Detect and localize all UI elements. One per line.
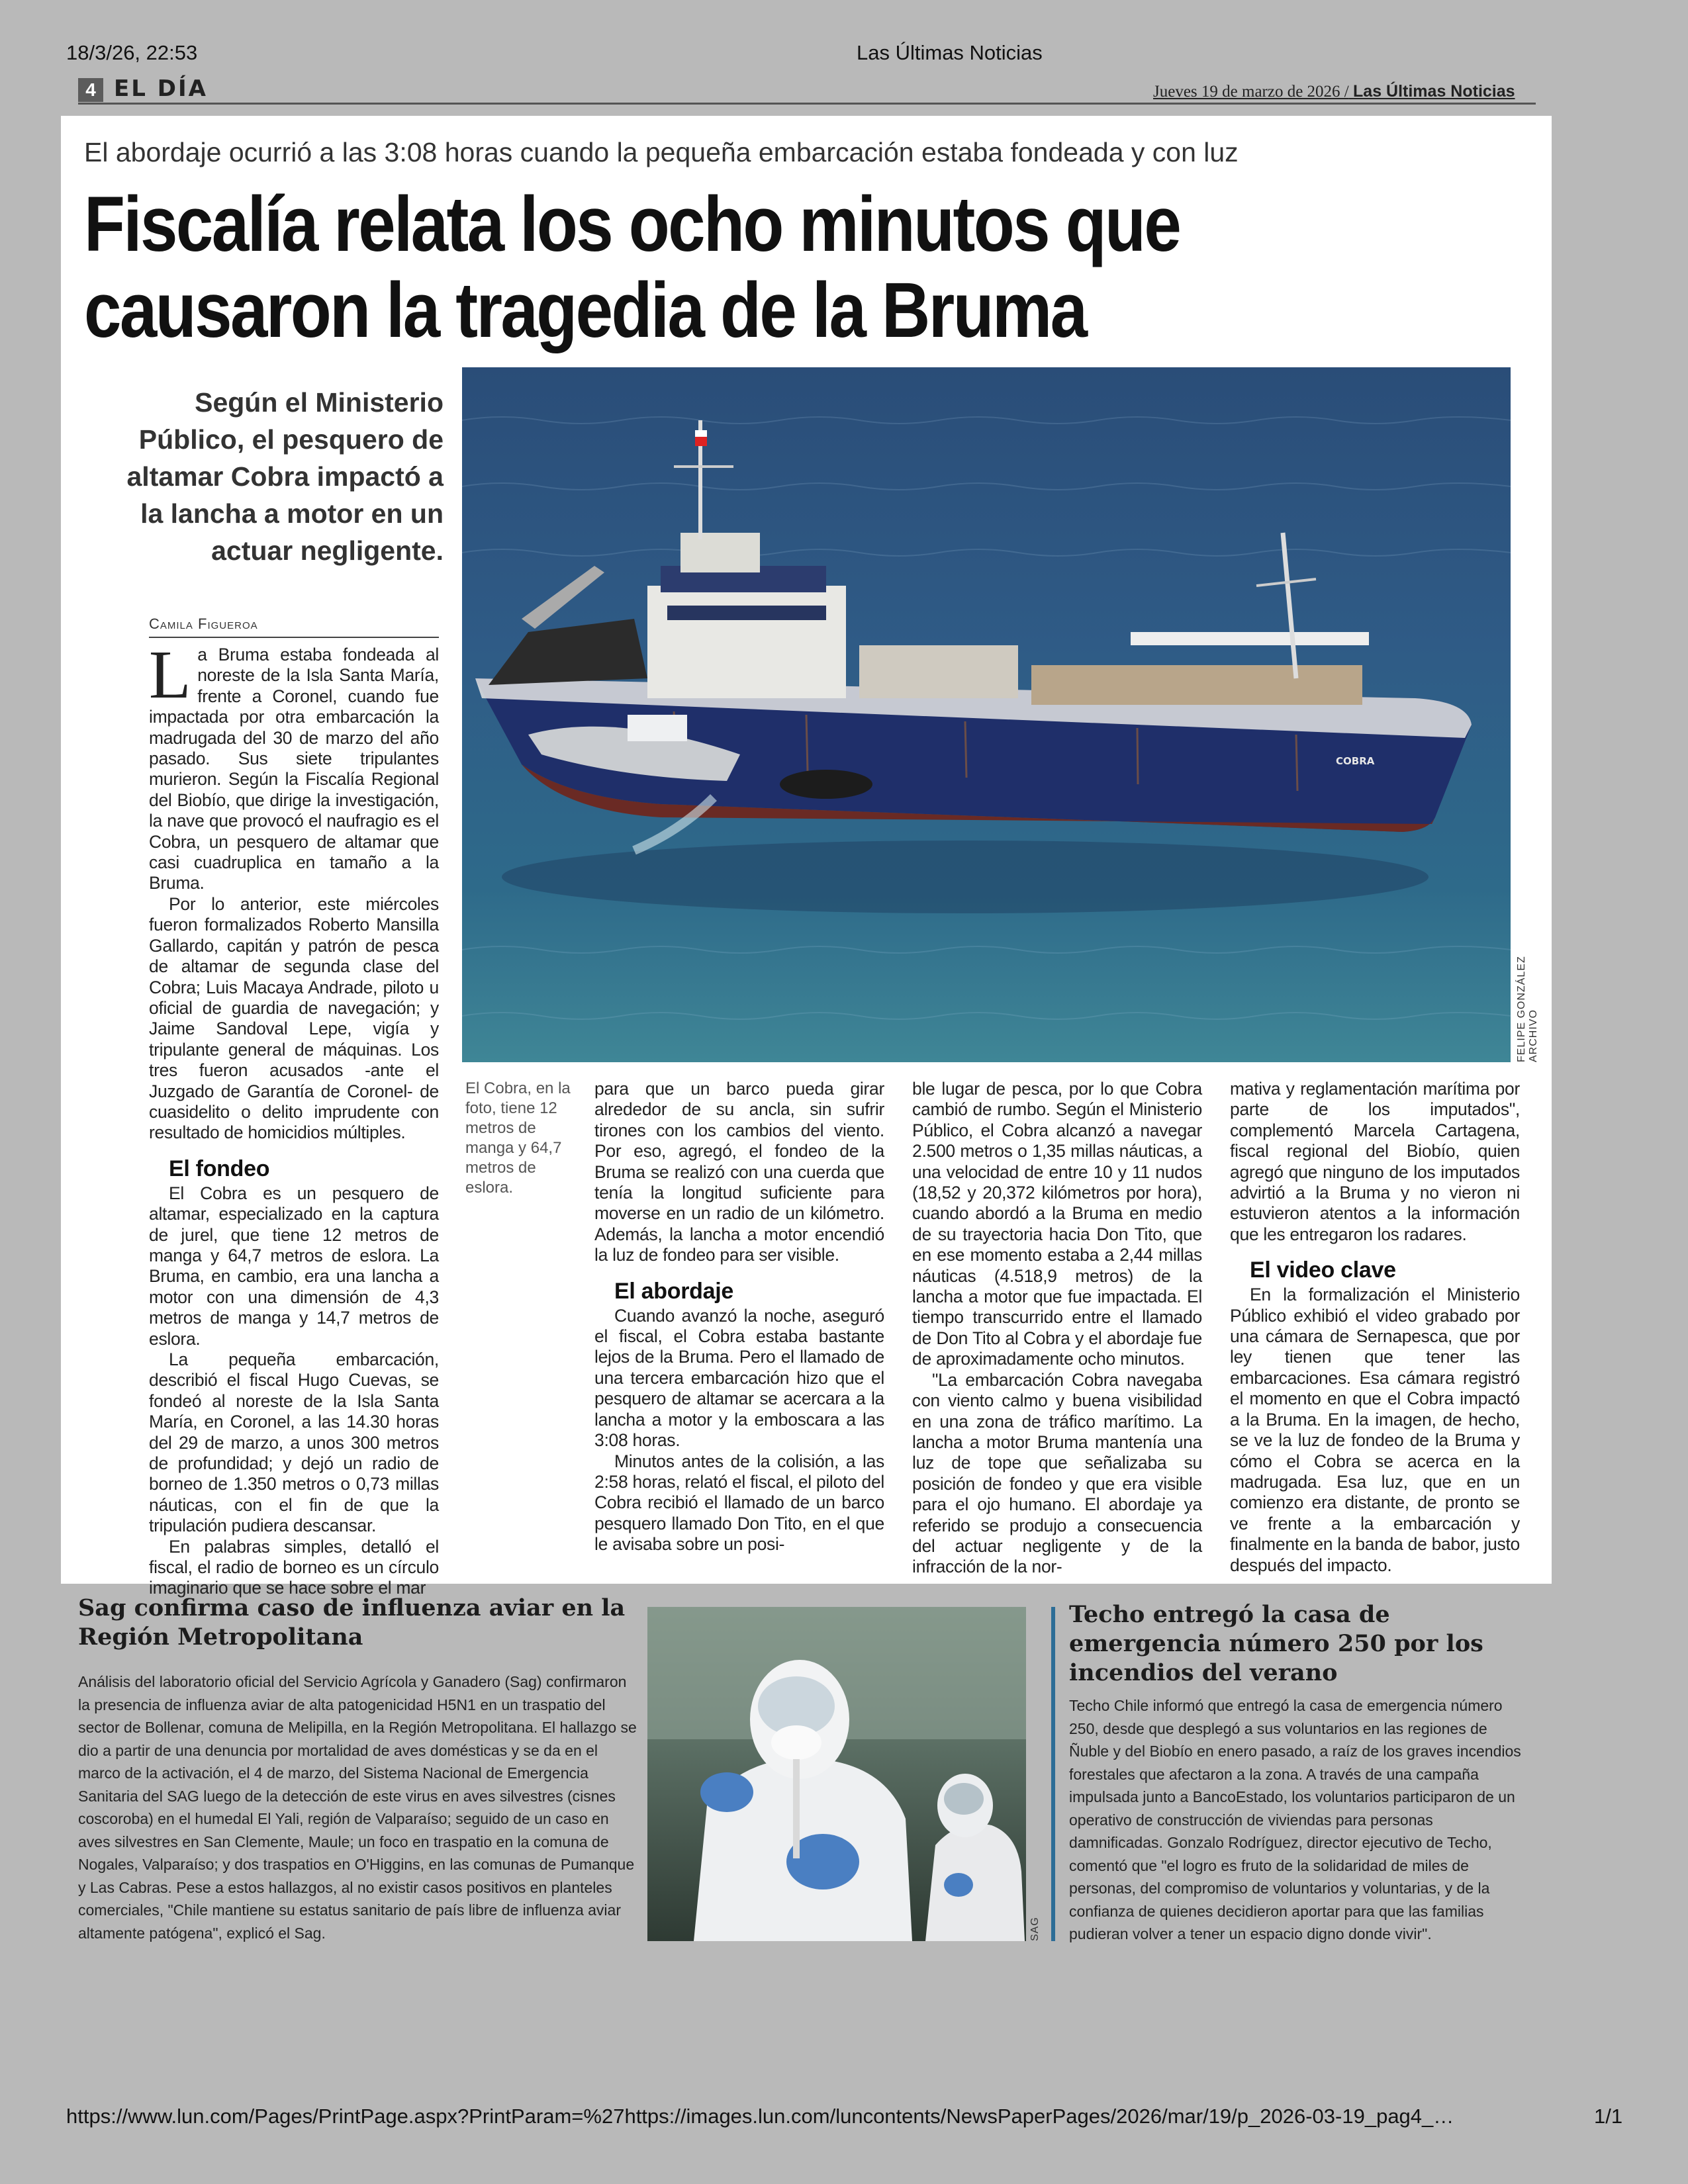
article-paragraph: El Cobra es un pesquero de altamar, especializado en la captura de jurel, que tiene 12 metros de manga y 64,7 metros de eslora. La Bruma, en cambio, era una lancha a motor con una dimensión de 4,3 metros de manga y 14,7 metros de eslora. [149, 1183, 439, 1349]
article-paragraph [149, 637, 439, 894]
article-paragraph: para que un barco pueda girar alrededor de su ancla, sin sufrir tirones con los cambios del viento. Por eso, agregó, el fondeo de la Bruma se realizó con una cuerda que tenía la longitud suficiente para moverse en un radio de un kilómetro. Además, la lancha a motor encendió la luz de fondeo para ser visible. [594, 1079, 884, 1265]
page-date [1153, 82, 1515, 101]
article-column-3 [912, 1079, 1202, 1578]
article-paragraph: Cuando avanzó la noche, aseguró el fiscal, el Cobra estaba bastante lejos de la Bruma. Pero el llamado de una tercera embarcación hizo que el pesquero de altamar se acercara a la lancha a motor y la emboscara a las 3:08 horas. [594, 1305, 884, 1451]
article-deck: Según el Ministerio Público, el pesquero de altamar Cobra impactó a la lancha a motor en un actuar negligente. [126, 387, 444, 566]
brief-techo-title: Techo entregó la casa de emergencia número 250 por los incendios del verano [1069, 1601, 1483, 1686]
article-paragraph: Por lo anterior, este miércoles fueron formalizados Roberto Mansilla Gallardo, capitán y patrón de pesca de altamar de segunda clase del Cobra; Luis Macaya Andrade, piloto u oficial de guardia de navegación; y Jaime Sandoval Lepe, vigía y tripulante general de máquinas. Los tres fueron acusados -ante el Juzgado de Garantía de Coronel- de cuasidelito o delito imprudente con resultado de homicidios múltiples. [149, 893, 439, 1143]
article-paragraph: En la formalización el Ministerio Público exhibió el video grabado por una cámara de Sernapesca, que por ley tienen que tener las embarcaciones. Esa cámara registró el momento en que el Cobra impactó a la Bruma. En la imagen, de hecho, se ve la luz de fondeo de la Bruma y cómo el Cobra se acerca en la madrugada. Esa luz, que en un comienzo era distante, de pronto se ve frente a la embarcación y finalmente en la banda de babor, justo después del impacto. [1230, 1285, 1520, 1575]
lab-photo-credit: SAG [1029, 1917, 1041, 1941]
page-paper-name: Las Últimas Noticias [1353, 82, 1515, 101]
article-paragraph: Minutos antes de la colisión, a las 2:58 horas, relató el fiscal, el piloto del Cobra recibió el llamado de un barco pesquero llamado Don Tito, en el que le avisaba sobre un posi- [594, 1451, 884, 1555]
article-paragraph: La pequeña embarcación, describió el fiscal Hugo Cuevas, se fondeó al noreste de la Isla Santa María, en Coronel, a las 14.30 horas del 29 de marzo, a unos 300 metros de profundidad; y dejó un radio de borneo de 1.350 metros o 0,73 millas náuticas, con el fin de que la tripulación pudiera descansar. [149, 1349, 439, 1536]
page-number: 4 [78, 78, 103, 102]
byline: Camila Figueroa [149, 615, 439, 638]
photo-credit: FELIPE GONZÁLEZ ARCHIVO [1516, 956, 1539, 1062]
ship-illustration [462, 367, 1511, 1062]
article-column-2 [594, 1079, 884, 1555]
brief-techo-body: Techo Chile informó que entregó la casa de emergencia número 250, desde que desplegó a sus voluntarios en las regiones de Ñuble y del Biobío en enero pasado, a raíz de los graves incendios forestales que afectaron a la zona. A través de una campaña impulsada junto a BancoEstado, los voluntarios participaron de un operativo de construcción de viviendas para personas damnificadas. Gonzalo Rodríguez, director ejecutivo de Techo, comentó que "el logro es fruto de la solidaridad de miles de personas, del compromiso de voluntarios y voluntarias, y de la confianza de quienes decidieron aportar para que las familias pudieran volver a tener un espacio digno donde vivir". [1069, 1697, 1521, 1942]
print-datetime: 18/3/26, 22:53 [66, 41, 198, 64]
brief-sag-title: Sag confirma caso de influenza aviar en la Región Metropolitana [78, 1594, 626, 1651]
drop-cap: L [149, 637, 191, 713]
brief-divider-bar [1051, 1607, 1055, 1941]
headline-line-1: Fiscalía relata los ocho minutos que [84, 181, 1180, 268]
subheading-video: El video clave [1250, 1257, 1396, 1283]
lab-photo [647, 1607, 1026, 1941]
headline-line-2: causaron la tragedia de la Bruma [84, 267, 1086, 354]
page-date-text: Jueves 19 de marzo de 2026 / [1153, 83, 1349, 101]
article-paragraph: En palabras simples, detalló el fiscal, el radio de borneo es un círculo imaginario que se hace sobre el mar [149, 1536, 439, 1598]
print-site-title: Las Últimas Noticias [857, 41, 1043, 64]
section-title: EL DÍA [114, 75, 208, 102]
subheading-abordaje: El abordaje [614, 1278, 733, 1304]
page-strip-rule [78, 103, 1536, 105]
photo-caption: El Cobra, en la foto, tiene 12 metros de manga y 64,7 metros de eslora. [465, 1079, 571, 1197]
ship-photo [462, 367, 1511, 1062]
print-page-count: 1/1 [1594, 2105, 1623, 2128]
subheading-fondeo: El fondeo [169, 1156, 270, 1181]
print-url: https://www.lun.com/Pages/PrintPage.aspx?PrintParam=%27https://images.lun.com/luncontents/NewsPaperPages/2026/mar/19/p_2026-03-19_pag4_… [66, 2105, 1454, 2128]
article-paragraph: ble lugar de pesca, por lo que Cobra cambió de rumbo. Según el Ministerio Público, el Cobra alcanzó a navegar 2.500 metros o 1,35 millas náuticas, a una velocidad de entre 10 y 11 nudos (18,52 y 20,372 kilómetros por hora), cuando abordó a la Bruma en medio de su trayectoria hacia Don Tito, que en ese momento estaba a 2,44 millas náuticas (4.518,9 metros) de la lancha a motor que fue impactada. El tiempo transcurrido entre el llamado de Don Tito al Cobra y el abordaje fue de aproximadamente ocho minutos. [912, 1079, 1202, 1369]
lab-illustration [647, 1607, 1026, 1941]
ship-name-label: COBRA [1336, 755, 1375, 767]
article-kicker: El abordaje ocurrió a las 3:08 horas cuando la pequeña embarcación estaba fondeada y con luz [84, 137, 1239, 167]
article-column-1 [149, 637, 439, 1599]
article-column-4 [1230, 1079, 1520, 1576]
brief-sag-body: Análisis del laboratorio oficial del Servicio Agrícola y Ganadero (Sag) confirmaron la presencia de influenza aviar de alta patogenicidad H5N1 en un traspatio del sector de Bollenar, comuna de Melipilla, en la Región Metropolitana. El hallazgo se dio a partir de una denuncia por mortalidad de aves domésticas y se da en el marco de la activación, el 4 de marzo, del Sistema Nacional de Emergencia Sanitaria del SAG luego de la detección de este virus en aves silvestres (cisnes coscoroba) en el humedal El Yali, región de Valparaíso; seguido de un caso en aves silvestres en San Clemente, Maule; un foco en traspatio en la comuna de Nogales, Valparaíso; y dos traspatios en O'Higgins, en las comunas de Pumanque y Las Cabras. Pese a estos hallazgos, al no existir casos positivos en planteles comerciales, "Chile mantiene su estatus sanitario de país libre de influenza aviar altamente patógena", explicó el Sag. [78, 1673, 637, 1942]
paragraph-text: a Bruma estaba fondeada al noreste de la Isla Santa María, frente a Coronel, cuando fue impactada por otra embarcación la madrugada del 30 de marzo del año pasado. Sus siete tripulantes murieron. Según la Fiscalía Regional del Biobío, que dirige la investigación, la nave que provocó el naufragio es el Cobra, un pesquero de altamar que casi cuadruplica en tamaño a la Bruma. [149, 645, 439, 893]
article-paragraph: "La embarcación Cobra navegaba con viento calmo y buena visibilidad en una zona de tráfico marítimo. La lancha a motor Bruma mantenía una luz de tope que señalizaba su posición de fondeo y que era visible para el ojo humano. El abordaje ya referido se produjo a consecuencia del actuar negligente y de la infracción de la nor- [912, 1369, 1202, 1577]
article-paragraph: mativa y reglamentación marítima por parte de los imputados", complementó Marcela Cartagena, fiscal regional del Biobío, quien agregó que ninguno de los imputados advirtió a la Bruma y no vieron ni estuvieron atentos a la información que les entregaron los radares. [1230, 1079, 1520, 1244]
